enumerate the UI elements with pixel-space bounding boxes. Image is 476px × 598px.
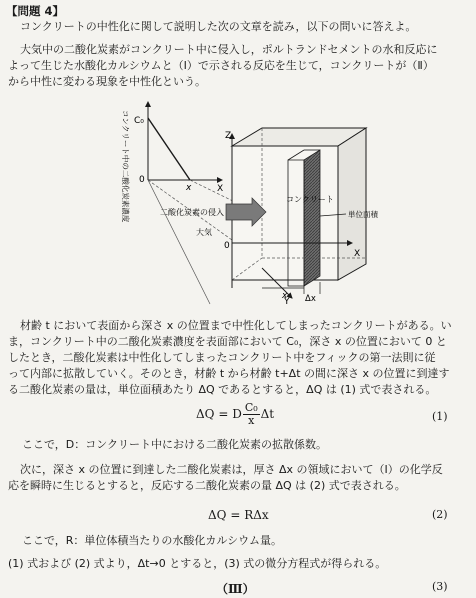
block-x-axis-label: X: [354, 249, 361, 259]
intro-line-3: よって生じた水酸化カルシウムと（Ⅰ）で示される反応を生じて，コンクリートが（Ⅱ）: [8, 59, 434, 72]
z-axis-label: Z: [225, 131, 232, 141]
equation-3: （Ⅲ）: [216, 582, 255, 596]
concrete-figure: [0, 98, 476, 308]
y-axis-label: Y: [284, 297, 290, 307]
block-x-dim: x: [282, 291, 288, 301]
co2-entry-label: 二酸化炭素の侵入: [160, 208, 224, 217]
concentration-graph: [121, 102, 223, 223]
intro-line-4: から中性に変わる現象を中性化という。: [8, 75, 206, 88]
p1-line-5: る二酸化炭素の量は，単位面積あたり ΔQ であるとすると，ΔQ は (1) 式で表される。: [8, 383, 437, 396]
note-r: ここで，R：単位体積当たりの水酸化カルシウム量。: [22, 534, 283, 547]
p1-line-2: ま，コンクリート中の二酸化炭素濃度を表面部において C₀，深さ x の位置において 0 と: [8, 335, 447, 348]
eq2-number: (2): [432, 508, 448, 521]
block-origin-label: 0: [224, 241, 230, 251]
block-dx-dim: Δx: [305, 294, 316, 304]
eq1-right: Δt: [260, 407, 275, 421]
air-label: 大気: [196, 228, 212, 237]
graph-x-axis: X: [217, 184, 224, 194]
hatched-slab: [304, 150, 320, 286]
graph-origin: 0: [139, 175, 145, 185]
intro-line-2: 大気中の二酸化炭素がコンクリート中に侵入し，ポルトランドセメントの水和反応に: [20, 43, 438, 56]
eq1-number: (1): [432, 410, 448, 423]
c0-label: C₀: [134, 116, 144, 126]
concentration-line: [148, 118, 190, 180]
p1-line-3: したとき，二酸化炭素は中性化してしまったコンクリート中をフィックの第一法則に従: [8, 351, 436, 364]
eq1-numerator: C₀: [244, 401, 258, 414]
eq1-left: ΔQ = D: [196, 407, 242, 421]
intro-line-1: コンクリートの中性化に関して説明した次の文章を読み，以下の問いに答えよ。: [20, 20, 417, 33]
unit-area-label: 単位面積: [348, 210, 378, 219]
problem-header: 【問題 4】: [6, 4, 65, 18]
eq1-denominator: x: [248, 414, 255, 427]
p1-line-1: 材齢 t において表面から深さ x の位置まで中性化してしまったコンクリートがある。い: [20, 319, 452, 332]
eq1-fraction: [243, 402, 260, 427]
eq3-number: (3): [432, 580, 448, 593]
p2-line-2: 応を瞬時に生じるとすると，反応する二酸化炭素の量 ΔQ は (2) 式で表される。: [8, 479, 406, 492]
graph-y-label: コンクリート中の二酸化炭素濃度: [121, 110, 130, 223]
p1-line-4: って内部に拡散していく。そのとき，材齢 t から材齢 t+Δt の間に深さ x の位置に到達す: [8, 367, 450, 380]
p3-line: (1) 式および (2) 式より，Δt→0 とすると，(3) 式の微分方程式が得られる。: [8, 557, 387, 570]
graph-x-mark: x: [186, 183, 192, 193]
equation-2: ΔQ = RΔx: [208, 508, 269, 522]
note-d: ここで，D：コンクリート中における二酸化炭素の拡散係数。: [22, 438, 328, 451]
equation-1: [196, 402, 274, 427]
p2-line-1: 次に，深さ x の位置に到達した二酸化炭素は，厚さ Δx の領域において（Ⅰ）の化学反: [20, 463, 443, 476]
concrete-label: コンクリート: [286, 195, 334, 204]
